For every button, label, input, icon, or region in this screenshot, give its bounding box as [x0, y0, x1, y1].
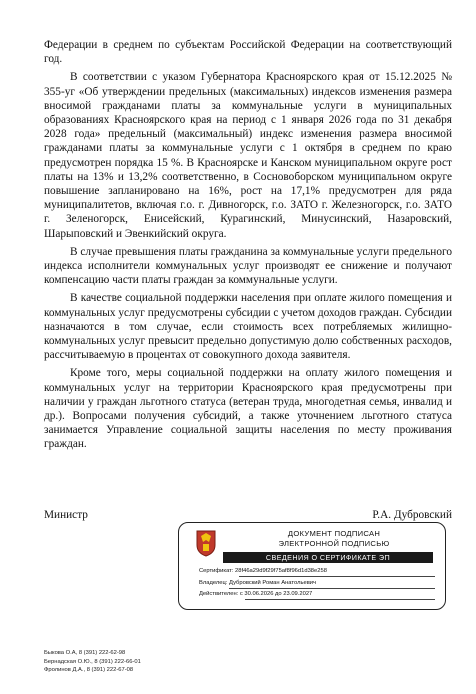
contacts-footer — [44, 649, 141, 675]
paragraph-subsidies: В качестве социальной поддержки населения при оплате жилого помещения и коммунальных услуг предусмотрены субсидии с учетом доходов граждан. Субсидии назначаются в том случае, если стоимость всех потребляемых жилищно-коммунальных услуг превысит предельно допустимую долю собственных расходов, рассчитываемую в процентах от совокупного дохода заявителя. — [44, 292, 452, 362]
electronic-signature-stamp — [178, 522, 446, 610]
contact-line: Быкова О.А, 8 (391) 222-62-98 — [44, 650, 126, 656]
signature-line — [44, 509, 452, 521]
contact-line: Бернадская О.Ю., 8 (391) 222-66-01 — [44, 658, 141, 665]
signature-name: Р.А. Дубровский — [372, 509, 452, 521]
contact-line: Фролинов Д.А., 8 (391) 222-67-08 — [44, 667, 134, 674]
stamp-title-line1: ДОКУМЕНТ ПОДПИСАН — [287, 529, 381, 538]
stamp-title-line2: ЭЛЕКТРОННОЙ ПОДПИСЬЮ — [278, 539, 390, 548]
paragraph-decree: В соответствии с указом Губернатора Красноярского края от 15.12.2025 № 355-уг «Об утверждении предельных (максимальных) индексов изменения размера вносимой гражданами платы за коммунальные услуги в муниципальных образованиях Красноярского края на период с 1 января 2026 года по 31 декабря 2028 года» предельный (максимальный) индекс изменения размера вносимой гражданами платы за коммунальные услуги с 1 октября в среднем по краю предусмотрен порядка 15 %. В Красноярске и Канском муниципальном округе рост платы на 13% и 13,2% соответственно, в Сосновоборском муниципальном округе повышение запланировано на 16%, рост на 17,1% предусмотрен для ряда муниципалитетов, включая г.о. г. Дивногорск, г.о. ЗАТО г. Железногорск, г.о. ЗАТО г. Зеленогорск, Енисейский, Курагинский, Минусинский, Назаровский, Шарыповский и Эвенкийский округа. — [44, 71, 452, 240]
stamp-underline-1 — [239, 576, 435, 577]
stamp-underline-2 — [229, 588, 435, 589]
stamp-owner: Владелец: Дубровский Роман Анатольевич — [199, 580, 317, 586]
paragraph-social-support: Кроме того, меры социальной поддержки на оплату жилого помещения и коммунальных услуг на территории Красноярского края предусмотрены при наличии у граждан льготного статуса (ветеран труда, многодетная семья, инвалид и др.). Вопросами получения субсидий, а также уточнением льготного статуса занимается Управление социальной защиты населения по месту проживания граждан. — [44, 367, 452, 451]
paragraph-continuation: Федерации в среднем по субъектам Российской Федерации на соответствующий год. — [44, 39, 452, 66]
stamp-validity: Действителен: с 30.06.2026 до 23.09.2027 — [199, 591, 313, 597]
stamp-underline-3 — [245, 599, 435, 600]
stamp-certificate-header: СВЕДЕНИЯ О СЕРТИФИКАТЕ ЭП — [223, 552, 433, 563]
signature-position: Министр — [44, 509, 88, 521]
document-body — [44, 38, 452, 452]
paragraph-compensation: В случае превышения платы гражданина за коммунальные услуги предельного индекса исполнители коммунальных услуг производят ее снижение и получают компенсацию части платы граждан за коммунальные услуги. — [44, 245, 452, 287]
stamp-title — [233, 529, 435, 549]
coat-of-arms-icon — [195, 529, 217, 557]
stamp-certificate-number: Сертификат: 28f46a29d9f29f75af8f96d1d38e258 — [199, 568, 327, 574]
